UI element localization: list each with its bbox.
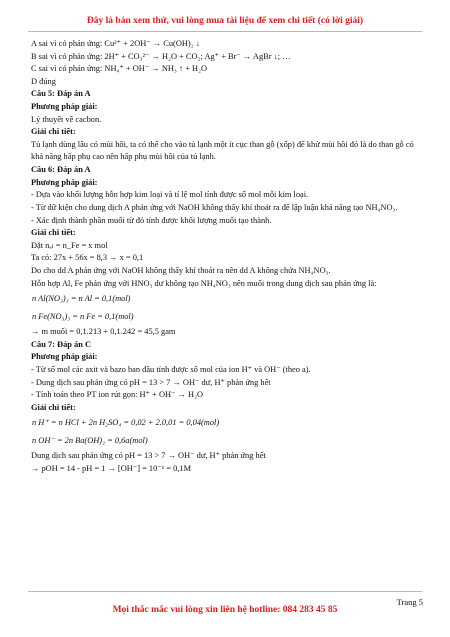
body-line: C sai vì có phản ứng: NH₄⁺ + OH⁻ → NH₃ ↑ + H₂O <box>31 64 208 74</box>
body-line: D đúng <box>31 76 56 86</box>
body-line: Lý thuyết về cacbon. <box>31 114 102 124</box>
footer-rule <box>28 591 422 592</box>
hotline-footer: Mọi thắc mắc vui lòng xin liên hệ hotline: 084 283 45 85 <box>112 605 338 615</box>
body-line: Hỗn hợp Al, Fe phản ứng với HNO₃ dư không tạo NH₄NO₃ nên muối trong dung dịch sau phản ứng là: <box>31 278 377 288</box>
body-line: - Từ số mol các axit và bazo ban đầu tính được số mol của ion H⁺ và OH⁻ (theo a). <box>31 365 311 375</box>
section-heading: Giải chi tiết: <box>31 402 76 412</box>
section-heading: Phương pháp giải: <box>31 352 98 362</box>
body-line: Tủ lạnh dùng lâu có mùi hôi, ta có thể cho vào tủ lạnh một ít cục than gỗ (xốp) để khử mùi hôi đó là do than gỗ có khả năng hấp phụ cao nên hấp phụ mùi hôi của tủ lạnh. <box>31 139 414 162</box>
body-line: Dung dịch sau phản ứng có pH = 13 > 7 → OH⁻ dư, H⁺ phản ứng hết <box>31 451 266 461</box>
header-rule <box>28 31 422 32</box>
section-heading: Giải chi tiết: <box>31 228 76 238</box>
body-line: A sai vì có phản ứng: Cu²⁺ + 2OH⁻ → Cu(OH)₂ ↓ <box>31 39 200 48</box>
body-line: → m muối = 0,1.213 + 0,1.242 = 45,5 gam <box>31 327 176 337</box>
text-block-1 <box>31 38 423 290</box>
document-body <box>31 38 423 476</box>
page-number: Trang 5 <box>396 597 423 607</box>
body-line: - Dung dịch sau phản ứng có pH = 13 > 7 → OH⁻ dư, H⁺ phản ứng hết <box>31 377 271 387</box>
body-line: → pOH = 14 - pH = 1 → [OH⁻] = 10⁻¹ = 0,1M <box>31 464 192 474</box>
body-line: - Dựa vào khối lượng hỗn hợp kim loại và tỉ lệ mol tính được số mol mỗi kim loại. <box>31 190 309 200</box>
section-heading: Câu 7: Đáp án C <box>31 339 92 349</box>
body-line: Do cho dd A phản ứng với NaOH không thấy khí thoát ra nên dd A không chứa NH₄NO₃. <box>31 265 331 275</box>
section-heading: Phương pháp giải: <box>31 102 98 112</box>
equation-line: n Al(NO₃)₃ = n Al = 0,1(mol) <box>32 294 131 304</box>
text-block-3 <box>31 450 423 475</box>
equation-line: n Fe(NO₃)₃ = n Fe = 0,1(mol) <box>32 312 134 322</box>
section-heading: Câu 6: Đáp án A <box>31 165 91 175</box>
math-block-2 <box>31 414 423 450</box>
section-heading: Phương pháp giải: <box>31 177 98 187</box>
body-line: - Tính toán theo PT ion rút gọn: H⁺ + OH⁻ → H₂O <box>31 390 204 400</box>
section-heading: Câu 5: Đáp án A <box>31 89 91 99</box>
body-line: - Từ dữ kiện cho dung dịch A phản ứng với NaOH không thấy khí thoát ra để lập luận khả năng tạo NH₄NO₃. <box>31 202 398 212</box>
text-block-2 <box>31 326 423 414</box>
body-line: Ta có: 27x + 56x = 8,3 → x = 0,1 <box>31 253 144 263</box>
body-line: Đặt nₐₗ = n_Fe = x mol <box>31 240 108 250</box>
preview-banner: Đây là bản xem thử, vui lòng mua tài liệu để xem chi tiết (có lời giải) <box>86 16 364 26</box>
section-heading: Giải chi tiết: <box>31 127 76 137</box>
equation-line: n OH⁻ = 2n Ba(OH)₂ = 0,6a(mol) <box>32 436 148 446</box>
equation-line: n H⁺ = n HCl + 2n H₂SO₄ = 0,02 + 2.0,01 = 0,04(mol) <box>32 418 220 428</box>
math-block-1 <box>31 290 423 326</box>
body-line: B sai vì có phản ứng: 2H⁺ + CO₃²⁻ → H₂O + CO₂; Ag⁺ + Br⁻ → AgBr ↓; … <box>31 51 291 61</box>
body-line: - Xác định thành phần muối từ đó tính được khối lượng muối tạo thành. <box>31 215 272 225</box>
